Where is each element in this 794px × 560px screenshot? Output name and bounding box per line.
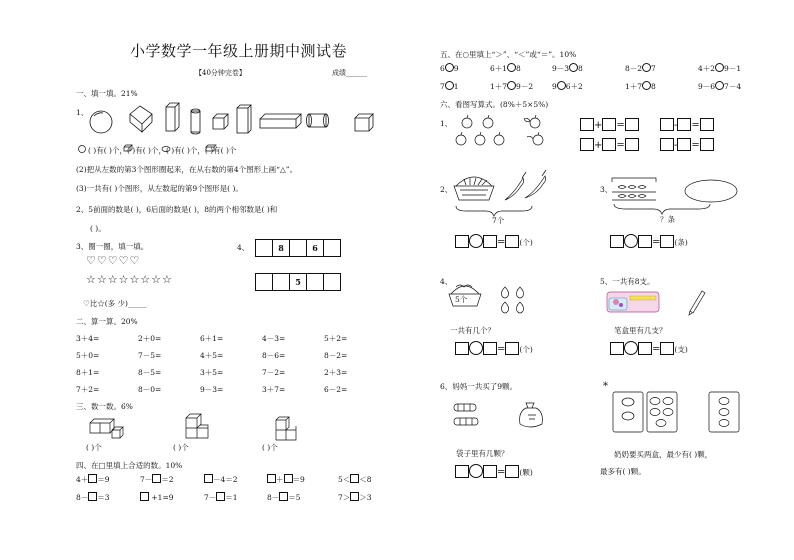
fill-text: 4＋: [76, 475, 89, 484]
answer-box[interactable]: [505, 342, 519, 355]
q2-line[interactable]: 2、5前面的数是( )，6后面的数是( )，8的两个相邻数是( )和: [76, 205, 278, 214]
calc-item[interactable]: 6＋1=: [200, 334, 224, 343]
q1-circle-line: (2)把从左数的第3个图形圈起来，在从右数的第4个图形上画“△”。: [76, 165, 298, 174]
q7-line-1[interactable]: 奶奶要买两盒，最少有( )颗，: [614, 450, 713, 459]
q6-5-text: 5、一共有8支。: [600, 277, 655, 286]
equation-q1-a: + =: [580, 118, 639, 131]
candies-q6: [454, 404, 478, 425]
answer-box[interactable]: [602, 118, 616, 131]
answer-box[interactable]: [610, 342, 624, 355]
q1-number: 1、: [76, 108, 89, 117]
count-blank-2[interactable]: ( )个: [173, 443, 189, 452]
answer-box[interactable]: [455, 235, 469, 248]
q2-label: 7个: [492, 216, 505, 225]
q6-3-number: 3、: [600, 185, 613, 194]
operator-circle[interactable]: [469, 341, 483, 355]
q4-question: 一共有几个？: [450, 326, 495, 335]
fill-text: ＝9: [292, 475, 305, 484]
q5-question: 笔盒里有几支？: [614, 326, 667, 335]
calc-item[interactable]: 5＋0=: [76, 351, 100, 360]
page-title: 小学数学一年级上册期中测试卷: [130, 42, 348, 60]
grid-cell: 6: [307, 240, 324, 257]
calc-item[interactable]: 7－2=: [262, 368, 286, 377]
q1-total-line[interactable]: (3)一共有( )个图形，从左数起的第9个图形是( )。: [76, 184, 243, 193]
q3-heading: 3、圈一圈，填一填。: [76, 242, 149, 251]
operator-circle[interactable]: [469, 234, 483, 248]
q6-question: 袋子里有几颗？: [456, 449, 509, 458]
fill-text: ＝3: [97, 493, 110, 502]
basket-label: 5个: [455, 295, 468, 304]
q7-star: *: [603, 381, 608, 392]
q4-number: 4、: [237, 243, 250, 252]
fish-bowl-q3: [612, 178, 656, 200]
fill-text: 8－: [267, 493, 280, 502]
answer-box[interactable]: [483, 235, 497, 248]
count-blank-1[interactable]: ( )个: [86, 443, 102, 452]
operator-circle[interactable]: [469, 464, 483, 478]
answer-box[interactable]: [700, 138, 714, 151]
answer-box[interactable]: [505, 235, 519, 248]
answer-box[interactable]: [455, 342, 469, 355]
fill-text: ＝9: [97, 475, 110, 484]
equation-q5: = (支): [610, 341, 688, 355]
equation-q3: = (条): [610, 234, 688, 248]
grid-cell: 8: [273, 240, 290, 257]
fill-text: －4＝2: [213, 475, 238, 484]
q6-6-text: 6、妈妈一共买了9颗。: [440, 382, 518, 391]
bag-q6: [520, 403, 543, 427]
equation-q1-d: - =: [660, 138, 714, 151]
answer-box[interactable]: [483, 342, 497, 355]
count-blank-3[interactable]: ( )个: [262, 443, 278, 452]
answer-box[interactable]: [677, 138, 691, 151]
compare-item: 1＋7 9－2: [490, 82, 534, 91]
calc-item[interactable]: 8－6=: [262, 351, 286, 360]
fill-text: ＝1: [225, 493, 238, 502]
equation-q6: = (颗): [455, 464, 533, 478]
q3-label: ？条: [660, 215, 675, 224]
equation-q1-c: + =: [580, 138, 639, 151]
compare-item: 1＋7 8: [625, 82, 656, 91]
calc-item[interactable]: 3＋7=: [262, 385, 286, 394]
answer-box[interactable]: [602, 138, 616, 151]
answer-box[interactable]: [610, 235, 624, 248]
calc-item[interactable]: 2＋3=: [324, 368, 348, 377]
section-5-heading: 五、在○里填上“＞”、“＜”或“＝”。10%: [440, 50, 577, 59]
answer-box[interactable]: [580, 118, 594, 131]
calc-item[interactable]: 4＋5=: [200, 351, 224, 360]
calc-item[interactable]: 8＋1=: [76, 368, 100, 377]
fill-text: ＝2: [161, 475, 174, 484]
section-3-heading: 三、数一数。6%: [76, 402, 133, 411]
equation-q1-b: - =: [660, 118, 714, 131]
calc-item[interactable]: 3＋5=: [200, 368, 224, 377]
fill-text: ＋: [276, 475, 284, 484]
calc-item[interactable]: 2＋0=: [138, 334, 162, 343]
answer-box[interactable]: [505, 465, 519, 478]
q1-count-line[interactable]: ( )有( )个，( )有( )个，( )有( )个，( )有( )个: [88, 146, 237, 155]
brace-q3: [614, 204, 710, 214]
answer-box[interactable]: [677, 118, 691, 131]
calc-item[interactable]: 8－2=: [324, 351, 348, 360]
compare-item: 9 6＋2: [552, 82, 583, 91]
compare-item: 9－3 8: [552, 64, 583, 73]
score-field[interactable]: 成绩______: [332, 69, 367, 77]
candy-boxes-q7: [613, 392, 739, 432]
fill-text: ＝5: [288, 493, 301, 502]
section-6-heading: 六、看图写算式。(8%＋5×5%): [440, 100, 549, 109]
fill-text: 7－: [204, 493, 217, 502]
grid-cell: 5: [290, 274, 307, 291]
calc-item[interactable]: 9－3=: [200, 385, 224, 394]
q2-continued[interactable]: ( )。: [90, 224, 106, 233]
time-note: 【40分钟完卷】: [195, 69, 246, 77]
calc-item[interactable]: 7－5=: [138, 351, 162, 360]
compare-item: 9－6 7－4: [698, 82, 742, 91]
answer-box[interactable]: [638, 342, 652, 355]
answer-box[interactable]: [660, 342, 674, 355]
answer-box[interactable]: [625, 118, 639, 131]
calc-item[interactable]: 4－3=: [262, 334, 286, 343]
answer-box[interactable]: [483, 465, 497, 478]
section-2-heading: 二、算一算。20%: [76, 317, 138, 326]
answer-box[interactable]: [660, 235, 674, 248]
basket-q2: [454, 177, 494, 200]
section-4-heading: 四、在□里填上合适的数。10%: [76, 461, 183, 470]
answer-box[interactable]: [660, 138, 674, 151]
pears-q4: [501, 287, 523, 313]
compare-item: 8－2 7: [625, 64, 656, 73]
answer-box[interactable]: [660, 118, 674, 131]
fill-text: 7＞: [338, 493, 351, 502]
compare-item: 4＋2 9－1: [698, 64, 742, 73]
answer-box[interactable]: [455, 465, 469, 478]
fill-row-2b: +1=9: [140, 492, 174, 502]
calc-item[interactable]: 5＋2=: [324, 334, 348, 343]
fill-text: 5＜: [338, 475, 351, 484]
equation-q2: = (个): [455, 234, 533, 248]
pencil-case-q5: [607, 292, 659, 312]
fill-text: ＞3: [359, 493, 372, 502]
answer-box[interactable]: [700, 118, 714, 131]
q7-line-2[interactable]: 最多有( )颗。: [600, 467, 646, 476]
compare-item: 6＋1 8: [490, 64, 521, 73]
operator-circle[interactable]: [624, 341, 638, 355]
answer-box[interactable]: [580, 138, 594, 151]
pencil-q5: [689, 291, 705, 315]
calc-item[interactable]: 8－5=: [138, 368, 162, 377]
calc-item[interactable]: 3＋4=: [76, 334, 100, 343]
calc-item[interactable]: 7＋2=: [76, 385, 100, 394]
operator-circle[interactable]: [624, 234, 638, 248]
stars-row: ☆☆☆☆☆☆☆☆: [86, 273, 173, 286]
fill-text: ＜8: [359, 475, 372, 484]
compare-line[interactable]: ♡比☆(多 少)_____: [83, 299, 147, 308]
calc-item[interactable]: 6－2=: [324, 385, 348, 394]
apples-group: [456, 115, 543, 145]
answer-box[interactable]: [638, 235, 652, 248]
equation-q4: = (个): [455, 341, 533, 355]
hearts-row: ♡♡♡♡♡: [86, 254, 141, 267]
q6-4-number: 4、: [440, 277, 453, 286]
q6-2-number: 2、: [440, 185, 453, 194]
compare-item: 6 9: [440, 64, 459, 73]
q6-1-number: 1、: [440, 119, 453, 128]
pond-q3: [685, 180, 737, 202]
calc-item[interactable]: 8－0=: [138, 385, 162, 394]
section-1-heading: 一、填一填。21%: [76, 89, 138, 98]
fill-text: 8－: [76, 493, 89, 502]
answer-box[interactable]: [625, 138, 639, 151]
fill-text: 7－: [140, 475, 153, 484]
carrots-q2: [505, 170, 546, 200]
compare-item: 7 1: [440, 82, 459, 91]
